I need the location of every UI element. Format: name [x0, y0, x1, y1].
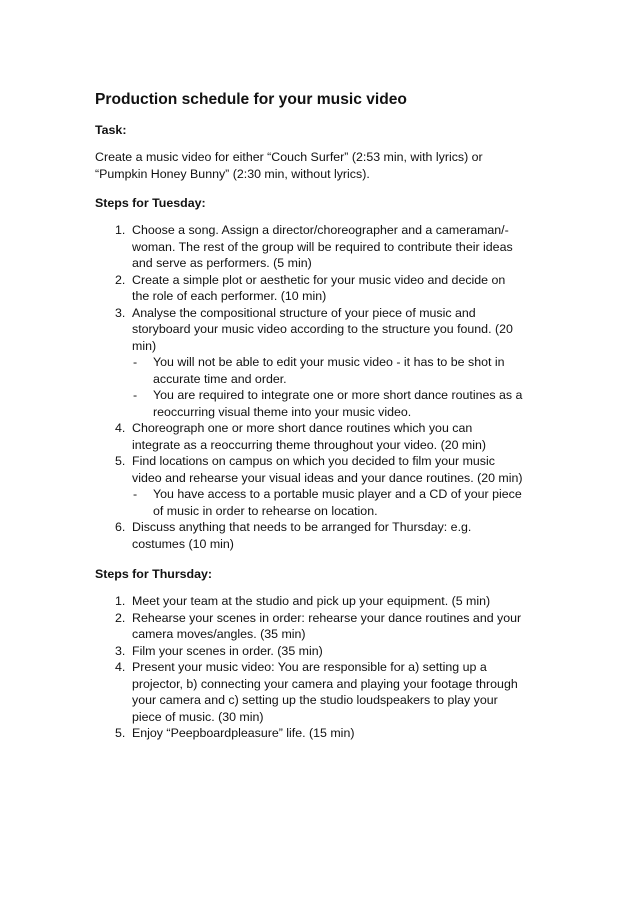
step-text-line: costumes (10 min): [132, 536, 234, 551]
document-page: [95, 90, 555, 756]
task-description: [95, 149, 555, 183]
sub-point-text-line: of music in order to rehearse on location.: [153, 503, 378, 518]
step-number: 1.: [115, 223, 126, 237]
step-number: 6.: [115, 520, 126, 534]
step-text-line: storyboard your music video according to the structure you found. (20: [132, 322, 513, 336]
step-item: [95, 222, 555, 272]
sub-point-text-line: accurate time and order.: [153, 371, 287, 386]
text-line: Create a music video for either “Couch Surfer” (2:53 min, with lyrics) or: [95, 150, 483, 164]
step-item: [95, 272, 555, 305]
step-text-line: video and rehearse your visual ideas and your dance routines. (20 min): [132, 470, 523, 485]
step-text-line: Choreograph one or more short dance routines which you can: [132, 421, 473, 435]
task-heading: Task:: [95, 123, 127, 137]
step-text-line: min): [132, 338, 157, 353]
step-item: [95, 659, 555, 725]
step-text-line: and serve as performers. (5 min): [132, 256, 312, 270]
step-number: 5.: [115, 726, 126, 740]
sub-point-text-line: reoccurring visual theme into your music video.: [153, 404, 412, 419]
step-text-line: projector, b) connecting your camera and playing your footage through: [132, 676, 518, 691]
step-item: [95, 420, 555, 453]
step-text-line: Analyse the compositional structure of your piece of music and: [132, 305, 476, 320]
step-item: [95, 593, 555, 610]
step-text-line: piece of music. (30 min): [132, 709, 264, 724]
step-number: 1.: [115, 594, 126, 608]
step-number: 4.: [115, 421, 126, 435]
step-text-line: Create a simple plot or aesthetic for your music video and decide on: [132, 272, 506, 287]
step-text-line: Film your scenes in order. (35 min): [132, 643, 323, 658]
tuesday-heading: Steps for Tuesday:: [95, 196, 206, 210]
step-item: [95, 519, 555, 552]
tuesday-steps-list: [95, 222, 555, 552]
sub-point: [132, 354, 555, 387]
sub-point: [132, 486, 555, 519]
step-text-line: your camera and c) setting up the studio loudspeakers to play your: [132, 693, 498, 707]
sub-point-list: [132, 354, 555, 420]
sub-point-text-line: You are required to integrate one or more short dance routines as a: [153, 388, 523, 402]
step-item: [95, 725, 555, 742]
step-number: 4.: [115, 660, 126, 674]
step-item: [95, 305, 555, 421]
step-text-line: Enjoy “Peepboardpleasure” life. (15 min): [132, 726, 355, 740]
sub-point-text-line: You will not be able to edit your music video - it has to be shot in: [153, 355, 505, 369]
page-title: Production schedule for your music video: [95, 91, 407, 108]
step-text-line: the role of each performer. (10 min): [132, 289, 327, 303]
step-text-line: Find locations on campus on which you decided to film your music: [132, 454, 495, 468]
step-text-line: woman. The rest of the group will be required to contribute their ideas: [132, 239, 513, 254]
step-text-line: Present your music video: You are responsible for a) setting up a: [132, 660, 487, 674]
step-item: [95, 453, 555, 519]
step-number: 3.: [115, 643, 126, 658]
step-number: 5.: [115, 454, 126, 468]
step-number: 2.: [115, 272, 126, 287]
step-text-line: Choose a song. Assign a director/choreographer and a cameraman/-: [132, 223, 509, 237]
step-text-line: Rehearse your scenes in order: rehearse your dance routines and your: [132, 610, 522, 625]
dash-bullet: -: [133, 487, 138, 501]
sub-point-list: [132, 486, 555, 519]
sub-point: [132, 387, 555, 420]
sub-point-text-line: You have access to a portable music player and a CD of your piece: [153, 487, 522, 501]
step-item: [95, 643, 555, 660]
step-text-line: Discuss anything that needs to be arranged for Thursday: e.g.: [132, 520, 472, 534]
dash-bullet: -: [133, 388, 138, 402]
dash-bullet: -: [133, 355, 138, 369]
step-text-line: integrate as a reoccurring theme throughout your video. (20 min): [132, 437, 487, 452]
step-number: 3.: [115, 305, 126, 320]
step-text-line: camera moves/angles. (35 min): [132, 627, 306, 641]
step-item: [95, 610, 555, 643]
thursday-heading: Steps for Thursday:: [95, 567, 213, 581]
thursday-steps-list: [95, 593, 555, 742]
text-line: “Pumpkin Honey Bunny” (2:30 min, without lyrics).: [95, 167, 370, 181]
step-number: 2.: [115, 610, 126, 625]
step-text-line: Meet your team at the studio and pick up your equipment. (5 min): [132, 594, 491, 608]
